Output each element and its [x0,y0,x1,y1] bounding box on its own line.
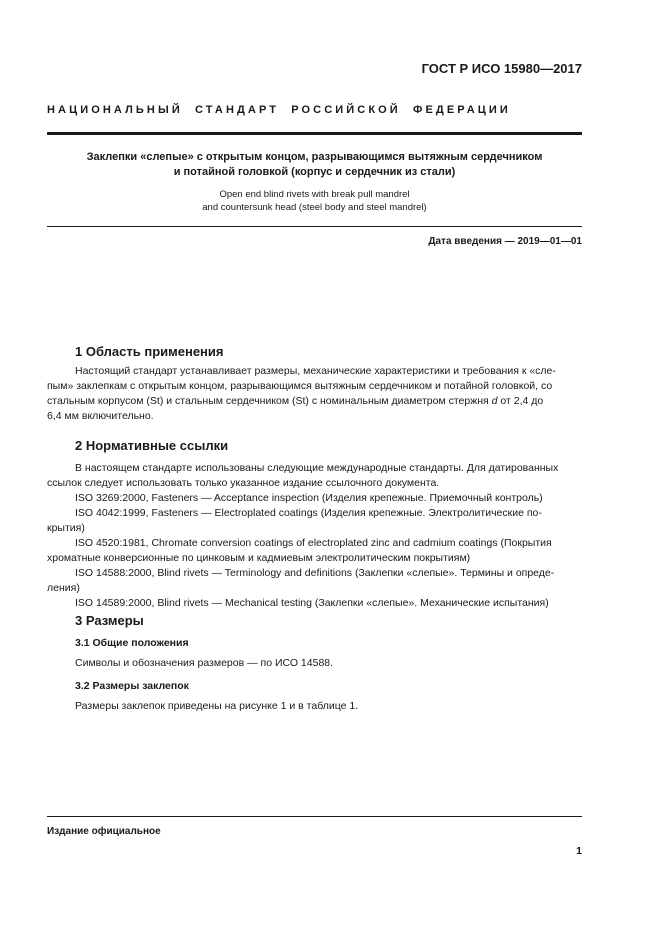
reference-iso-14589: ISO 14589:2000, Blind rivets — Mechanical testing (Заклепки «слепые». Механические испытания) [75,597,549,609]
section-1-line-1: Настоящий стандарт устанавливает размеры, механические характеристики и требования к «сле- [75,365,556,377]
section-3-2-heading: 3.2 Размеры заклепок [75,680,189,692]
document-title-en [47,188,582,214]
reference-iso-14588-l1: ISO 14588:2000, Blind rivets — Terminology and definitions (Заклепки «слепые». Термины и опреде- [75,567,555,579]
section-1-line-2: пым» заклепкам с открытым концом, разрывающимся вытяжным сердечником и потайной головкой, со [47,380,553,392]
document-title-ru [47,150,582,180]
title-ru-line-1: Заклепки «слепые» с открытым концом, разрывающимся вытяжным сердечником [86,151,543,163]
reference-iso-4520-l1: ISO 4520:1981, Chromate conversion coatings of electroplated zinc and cadmium coatings (Покрытия [75,537,552,549]
header-divider [47,132,582,135]
standard-number: ГОСТ Р ИСО 15980—2017 [421,61,582,76]
reference-iso-4042-l2: крытия) [47,522,85,534]
section-2-heading: 2 Нормативные ссылки [75,438,229,453]
section-2-text [47,461,582,611]
section-1-heading: 1 Область применения [75,344,224,359]
section-3-2-text: Размеры заклепок приведены на рисунке 1 и в таблице 1. [75,700,359,712]
title-en-line-2: and countersunk head (steel body and steel mandrel) [202,202,427,213]
reference-iso-4042-l1: ISO 4042:1999, Fasteners — Electroplated coatings (Изделия крепежные. Электролитические по- [75,507,542,519]
reference-iso-4520-l2: хроматные конверсионные по цинковым и кадмиевым электролитическим покрытиям) [47,552,471,564]
section-1-line-3 [47,394,582,409]
section-3-1-text: Символы и обозначения размеров — по ИСО 14588. [75,657,334,669]
title-divider [47,226,582,227]
official-edition-label: Издание официальное [47,826,161,837]
section-2-intro-1: В настоящем стандарте использованы следующие международные стандарты. Для датированных [75,462,559,474]
page-number: 1 [576,845,582,857]
national-standard-banner: НАЦИОНАЛЬНЫЙ СТАНДАРТ РОССИЙСКОЙ ФЕДЕРАЦИИ [47,104,511,116]
section-3-1-heading: 3.1 Общие положения [75,637,189,649]
section-1-text [47,364,582,424]
section-1-line-3b: от 2,4 до [497,395,544,407]
title-ru-line-2: и потайной головкой (корпус и сердечник из стали) [173,166,456,178]
section-2-intro-2: ссылок следует использовать только указанное издание ссылочного документа. [47,477,440,489]
introduction-date: Дата введения — 2019—01—01 [428,236,582,247]
title-en-line-1: Open end blind rivets with break pull mandrel [219,189,410,200]
section-1-line-3a: стальным корпусом (St) и стальным сердечником (St) с номинальным диаметром стержня [47,395,492,407]
section-3-heading: 3 Размеры [75,613,144,628]
footer-divider [47,816,582,817]
reference-iso-3269: ISO 3269:2000, Fasteners — Acceptance inspection (Изделия крепежные. Приемочный контроль) [75,492,543,504]
section-1-line-4: 6,4 мм включительно. [47,410,154,422]
reference-iso-14588-l2: ления) [47,582,80,594]
diameter-symbol: d [491,395,498,407]
